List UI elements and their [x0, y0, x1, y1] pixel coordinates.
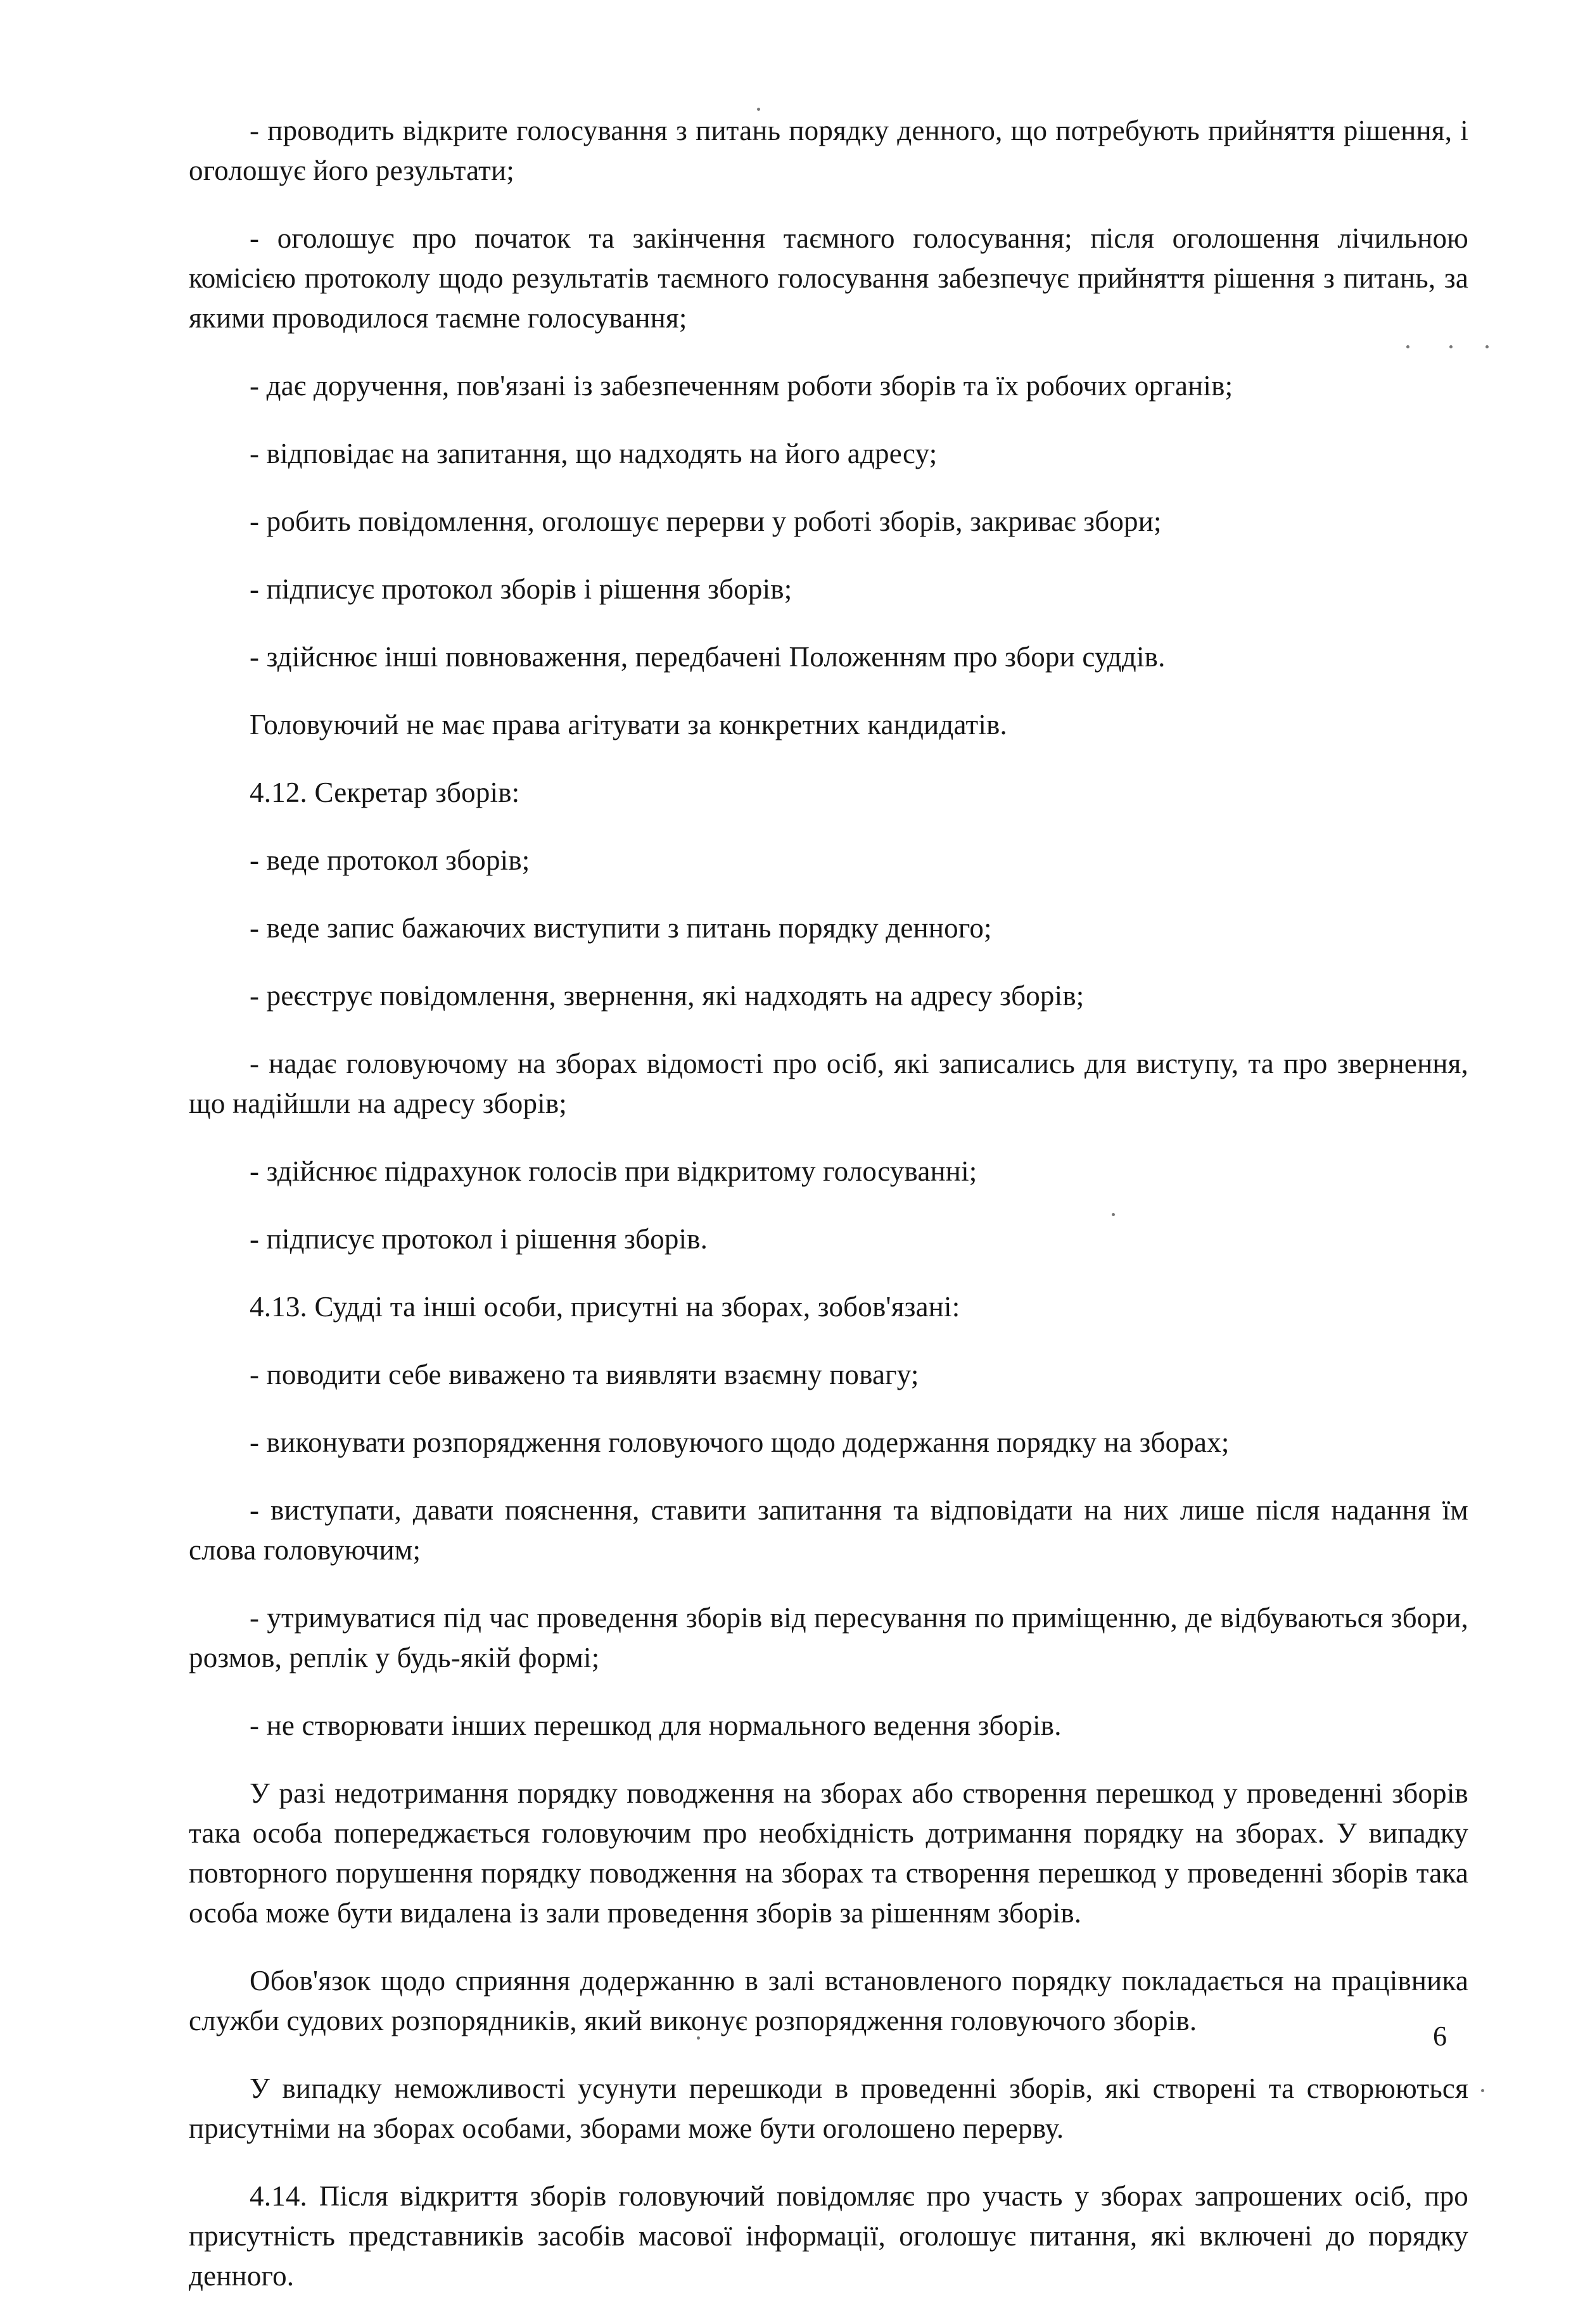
paragraph-11: - веде запис бажаючих виступити з питань порядку денного; — [250, 912, 992, 944]
paragraph-12: - реєструє повідомлення, звернення, які надходять на адресу зборів; — [250, 980, 1084, 1012]
paragraph-14: - здійснює підрахунок голосів при відкритому голосуванні; — [250, 1155, 977, 1187]
paragraph-13: - надає головуючому на зборах відомості про осіб, які записались для виступу, та про звернення, що надійшли на адресу зборів; — [189, 1048, 1468, 1119]
section-paragraph-4-14: 4.14. Після відкриття зборів головуючий повідомляє про участь у зборах запрошених осіб, про присутність представників засобів масової інформації, оголошує питання, які включені до порядку денного. — [189, 2180, 1468, 2292]
scan-speck — [1485, 345, 1489, 348]
paragraph-8: Головуючий не має права агітувати за конкретних кандидатів. — [250, 709, 1007, 740]
paragraph-7: - здійснює інші повноваження, передбачені Положенням про збори суддів. — [250, 641, 1166, 673]
paragraph-6: - підписує протокол зборів і рішення зборів; — [250, 573, 792, 605]
paragraph-15: - підписує протокол і рішення зборів. — [250, 1223, 708, 1255]
document-page — [189, 111, 1468, 2324]
paragraph-3: - дає доручення, пов'язані із забезпеченням роботи зборів та їх робочих органів; — [250, 370, 1233, 402]
section-heading-4-13: 4.13. Судді та інші особи, присутні на зборах, зобов'язані: — [250, 1291, 960, 1323]
scan-speck — [1406, 345, 1409, 348]
paragraph-17: - поводити себе виважено та виявляти взаємну повагу; — [250, 1359, 919, 1390]
page-number: 6 — [1433, 2021, 1447, 2052]
paragraph-1: - проводить відкрите голосування з питань порядку денного, що потребують прийняття рішення, і оголошує його результати; — [189, 115, 1468, 186]
paragraph-20: - утримуватися під час проведення зборів від пересування по приміщенню, де відбуваються збори, розмов, реплік у будь-якій формі; — [189, 1602, 1468, 1673]
scan-speck — [1112, 1213, 1115, 1216]
section-heading-4-12: 4.12. Секретар зборів: — [250, 777, 520, 808]
paragraph-5: - робить повідомлення, оголошує перерви у роботі зборів, закриває збори; — [250, 505, 1162, 537]
paragraph-21: - не створювати інших перешкод для нормального ведення зборів. — [250, 1710, 1062, 1741]
paragraph-4: - відповідає на запитання, що надходять на його адресу; — [250, 438, 938, 469]
paragraph-24: У випадку неможливості усунути перешкоди в проведенні зборів, які створені та створюються присутніми на зборах особами, зборами може бути оголошено перерву. — [189, 2073, 1468, 2144]
paragraph-23: Обов'язок щодо сприяння додержанню в залі встановленого порядку покладається на працівника служби судових розпорядників, який виконує розпорядження головуючого зборів. — [189, 1965, 1468, 2036]
scan-speck — [757, 108, 760, 111]
paragraph-2: - оголошує про початок та закінчення таємного голосування; після оголошення лічильною комісією протоколу щодо результатів таємного голосування забезпечує прийняття рішення з питань, за якими проводилося таємне голосування; — [189, 222, 1468, 334]
paragraph-22: У разі недотримання порядку поводження на зборах або створення перешкод у проведенні зборів така особа попереджається головуючим про необхідність дотримання порядку на зборах. У випадку повторного порушення порядку поводження на зборах та створення перешкод у проведенні зборів така особа може бути видалена із зали проведення зборів за рішенням зборів. — [189, 1777, 1468, 1929]
scan-speck — [1481, 2089, 1484, 2092]
scan-speck — [1449, 345, 1453, 348]
paragraph-10: - веде протокол зборів; — [250, 844, 530, 876]
paragraph-18: - виконувати розпорядження головуючого щодо додержання порядку на зборах; — [250, 1426, 1230, 1458]
paragraph-19: - виступати, давати пояснення, ставити запитання та відповідати на них лише після надання їм слова головуючим; — [189, 1494, 1468, 1566]
scan-speck — [697, 2036, 700, 2040]
